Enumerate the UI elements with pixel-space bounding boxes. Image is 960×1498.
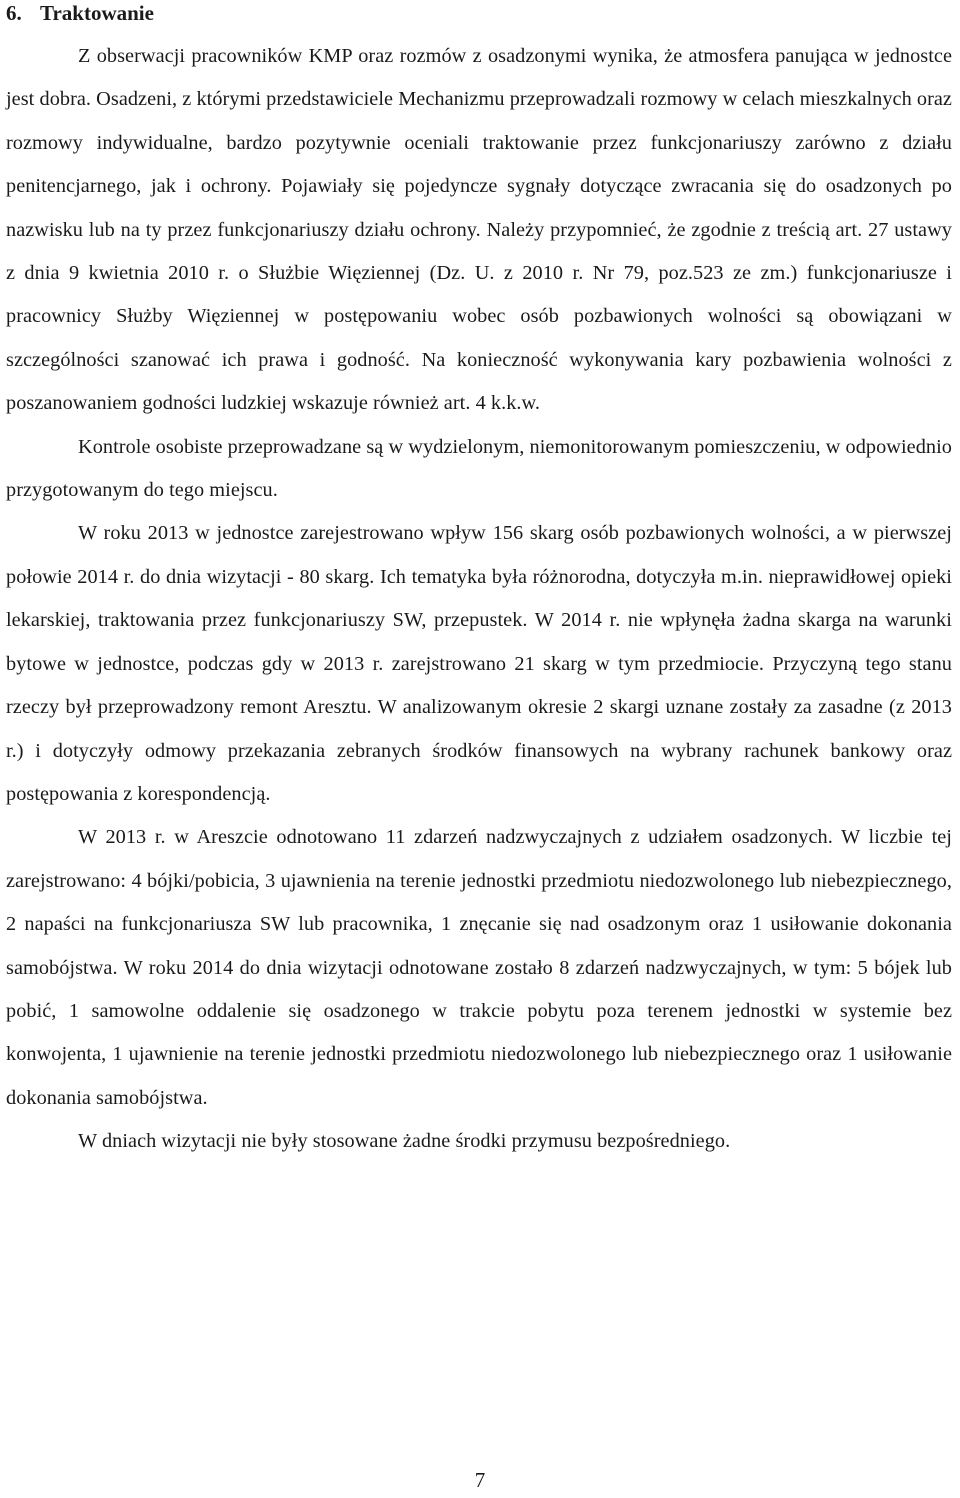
section-heading	[6, 0, 952, 26]
document-page	[6, 0, 952, 1164]
page-number: 7	[474, 1468, 486, 1492]
section-title: Traktowanie	[40, 1, 154, 25]
paragraph-searches: Kontrole osobiste przeprowadzane są w wydzielonym, niemonitorowanym pomieszczeniu, w odpowiednio przygotowanym do tego miejscu.	[6, 435, 952, 502]
paragraph-incidents: W 2013 r. w Areszcie odnotowano 11 zdarzeń nadzwyczajnych z udziałem osadzonych. W liczbie tej zarejstrowano: 4 bójki/pobicia, 3 ujawnienia na terenie jednostki przedmiotu niedozwolonego lub niebezpiecznego, 2 napaści na funkcjonariusza SW lub pracownika, 1 znęcanie się nad osadzonym oraz 1 usiłowanie dokonania samobójstwa. W roku 2014 do dnia wizytacji odnotowane zostało 8 zdarzeń nadzwyczajnych, w tym: 5 bójek lub pobić, 1 samowolne oddalenie się osadzonego w trakcie pobytu poza terenem jednostki w systemie bez konwojenta, 1 ujawnienie na terenie jednostki przedmiotu niedozwolonego lub niebezpiecznego oraz 1 usiłowanie dokonania samobójstwa.	[6, 826, 952, 1109]
paragraph-complaints: W roku 2013 w jednostce zarejestrowano wpływ 156 skarg osób pozbawionych wolności, a w pierwszej połowie 2014 r. do dnia wizytacji - 80 skarg. Ich tematyka była różnorodna, dotyczyła m.in. nieprawidłowej opieki lekarskiej, traktowania przez funkcjonariuszy SW, przepustek. W 2014 r. nie wpłynęła żadna skarga na warunki bytowe w jednostce, podczas gdy w 2013 r. zarejstrowano 21 skarg w tym przedmiocie. Przyczyną tego stanu rzeczy był przeprowadzony remont Aresztu. W analizowanym okresie 2 skargi uznane zostały za zasadne (z 2013 r.) i dotyczyły odmowy przekazania zebranych środków finansowych na wybrany rachunek bankowy oraz postępowania z korespondencją.	[6, 522, 952, 805]
section-number: 6.	[6, 1, 22, 25]
paragraph-treatment: Z obserwacji pracowników KMP oraz rozmów z osadzonymi wynika, że atmosfera panująca w jednostce jest dobra. Osadzeni, z którymi przedstawiciele Mechanizmu przeprowadzali rozmowy w celach mieszkalnych oraz rozmowy indywidualne, bardzo pozytywnie oceniali traktowanie przez funkcjonariuszy zarówno z działu penitencjarnego, jak i ochrony. Pojawiały się pojedyncze sygnały dotyczące zwracania się do osadzonych po nazwisku lub na ty przez funkcjonariuszy działu ochrony. Należy przypomnieć, że zgodnie z treścią art. 27 ustawy z dnia 9 kwietnia 2010 r. o Służbie Więziennej (Dz. U. z 2010 r. Nr 79, poz.523 ze zm.) funkcjonariusze i pracownicy Służby Więziennej w postępowaniu wobec osób pozbawionych wolności są obowiązani w szczególności szanować ich prawa i godność. Na konieczność wykonywania kary pozbawienia wolności z poszanowaniem godności ludzkiej wskazuje również art. 4 k.k.w.	[6, 45, 952, 415]
paragraph-coercion: W dniach wizytacji nie były stosowane żadne środki przymusu bezpośredniego.	[78, 1130, 731, 1153]
